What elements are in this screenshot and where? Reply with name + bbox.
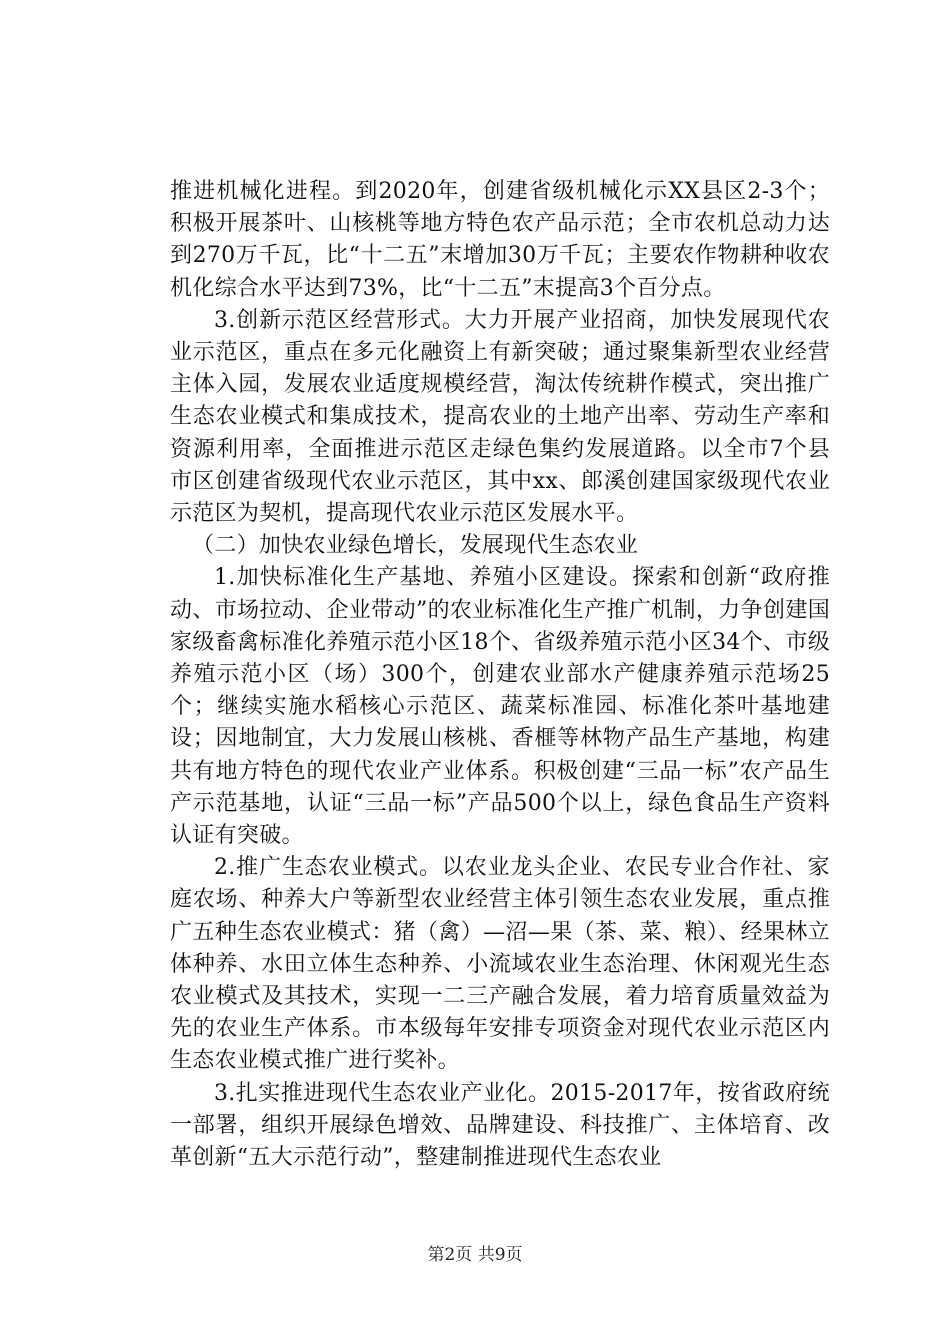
paragraph-eco-agriculture-models: 2.推广生态农业模式。以农业龙头企业、农民专业合作社、家庭农场、种养大户等新型农业经营主体引领生态农业发展，重点推广五种生态农业模式：猪（禽）—沼—果（茶、菜、粮）、经果林立体种养、水田立体生态种养、小流域农业生态治理、休闲观光生态农业模式及其技术，实现一二三产融合发展，着力培育质量效益为先的农业生产体系。市本级每年安排专项资金对现代农业示范区内生态农业模式推广进行奖补。 — [170, 855, 830, 1074]
paragraph-demo-zone-operation: 3.创新示范区经营形式。大力开展产业招商，加快发展现代农业示范区，重点在多元化融资上有新突破；通过聚集新型农业经营主体入园，发展农业适度规模经营，淘汰传统耕作模式，突出推广生态农业模式和集成技术，提高农业的土地产出率、劳动生产率和资源利用率，全面推进示范区走绿色集约发展道路。以全市7个县市区创建省级现代农业示范区，其中xx、郎溪创建国家级现代农业示范区为契机，提高现代农业示范区发展水平。 — [170, 307, 830, 527]
paragraph-continued: 推进机械化进程。到2020年，创建省级机械化示XX县区2-3个；积极开展茶叶、山核桃等地方特色农产品示范；全市农机总动力达到270万千瓦，比“十二五”末增加30万千瓦；主要农作物耕种收农机化综合水平达到73%，比“十二五”末提高3个百分点。 — [170, 179, 830, 301]
section-heading-green-growth: （二）加快农业绿色增长，发展现代生态农业 — [192, 533, 639, 559]
paragraph-standardized-production: 1.加快标准化生产基地、养殖小区建设。探索和创新“政府推动、市场拉动、企业带动”的农业标准化生产推广机制，力争创建国家级畜禽标准化养殖示范小区18个、省级养殖示范小区34个、市级养殖示范小区（场）300个，创建农业部水产健康养殖示范场25个；继续实施水稻核心示范区、蔬菜标准园、标准化茶叶基地建设；因地制宜，大力发展山核桃、香榧等林物产品生产基地，构建共有地方特色的现代农业产业体系。积极创建“三品一标”农产品生产示范基地，认证“三品一标”产品500个以上，绿色食品生产资料认证有突破。 — [170, 565, 830, 849]
page-number-footer: 第2页 共9页 — [427, 1245, 523, 1265]
paragraph-eco-agriculture-industrialization: 3.扎实推进现代生态农业产业化。2015-2017年，按省政府统一部署，组织开展绿色增效、品牌建设、科技推广、主体培育、改革创新“五大示范行动”，整建制推进现代生态农业 — [170, 1080, 830, 1171]
document-body — [170, 176, 830, 1174]
